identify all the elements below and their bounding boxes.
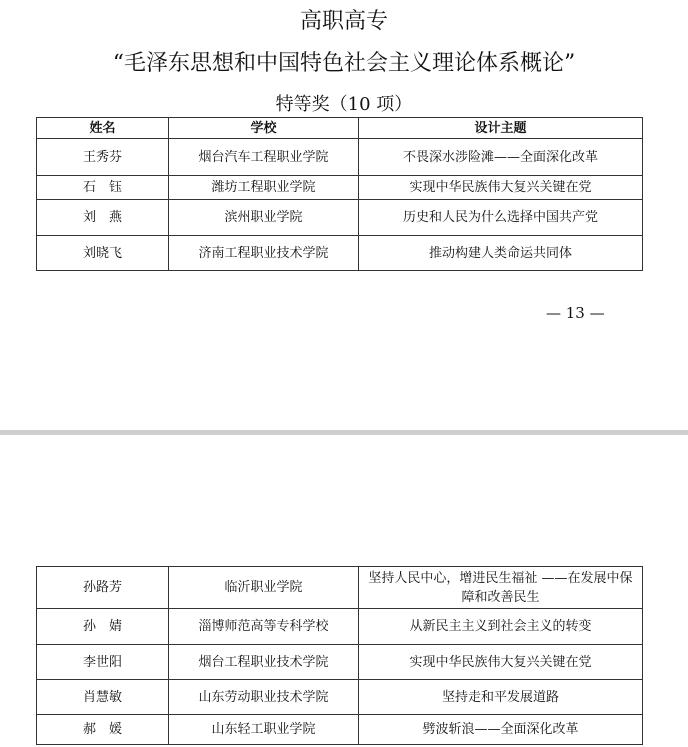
- table-row: [37, 680, 643, 715]
- cell-school: 滨州职业学院: [169, 200, 359, 236]
- cell-topic: 不畏深水涉险滩——全面深化改革: [359, 139, 643, 176]
- cell-school: 潍坊工程职业学院: [169, 176, 359, 200]
- header-topic: 设计主题: [359, 118, 643, 139]
- cell-topic: 实现中华民族伟大复兴关键在党: [359, 176, 643, 200]
- cell-name: 刘晓飞: [37, 236, 169, 271]
- cell-topic: 历史和人民为什么选择中国共产党: [359, 200, 643, 236]
- table-row: [37, 567, 643, 609]
- table-row: [37, 609, 643, 645]
- cell-school: 山东劳动职业技术学院: [169, 680, 359, 715]
- award-table: [36, 117, 643, 271]
- cell-school: 淄博师范高等专科学校: [169, 609, 359, 645]
- document-page-2: [0, 435, 688, 747]
- table-header-row: [37, 118, 643, 139]
- cell-name: 王秀芬: [37, 139, 169, 176]
- cell-topic: 劈波斩浪——全面深化改革: [359, 715, 643, 745]
- cell-school: 山东轻工职业学院: [169, 715, 359, 745]
- header-name: 姓名: [37, 118, 169, 139]
- cell-school: 烟台工程职业技术学院: [169, 645, 359, 680]
- cell-name: 郝 媛: [37, 715, 169, 745]
- table-row: [37, 200, 643, 236]
- cell-school: 临沂职业学院: [169, 567, 359, 609]
- header-school: 学校: [169, 118, 359, 139]
- award-title: 特等奖（10 项）: [275, 94, 413, 115]
- cell-topic: 实现中华民族伟大复兴关键在党: [359, 645, 643, 680]
- table-row: [37, 176, 643, 200]
- cell-name: 石 钰: [37, 176, 169, 200]
- award-table-continued: [36, 566, 643, 745]
- course-title: “毛泽东思想和中国特色社会主义理论体系概论”: [112, 51, 576, 76]
- cell-name: 肖慧敏: [37, 680, 169, 715]
- cell-topic: 坚持人民中心，增进民生福祉 ——在发展中保障和改善民生: [359, 567, 643, 609]
- cell-name: 孙路芳: [37, 567, 169, 609]
- table-row: [37, 139, 643, 176]
- cell-school: 济南工程职业技术学院: [169, 236, 359, 271]
- cell-topic: 推动构建人类命运共同体: [359, 236, 643, 271]
- cell-topic: 坚持走和平发展道路: [359, 680, 643, 715]
- cell-topic: 从新民主主义到社会主义的转变: [359, 609, 643, 645]
- cell-name: 李世阳: [37, 645, 169, 680]
- cell-name: 孙 婧: [37, 609, 169, 645]
- page-number: — 13 —: [546, 304, 605, 322]
- table-row: [37, 236, 643, 271]
- cell-school: 烟台汽车工程职业学院: [169, 139, 359, 176]
- table-row: [37, 645, 643, 680]
- table-row: [37, 715, 643, 745]
- cell-name: 刘 燕: [37, 200, 169, 236]
- category-title: 高职高专: [299, 9, 388, 34]
